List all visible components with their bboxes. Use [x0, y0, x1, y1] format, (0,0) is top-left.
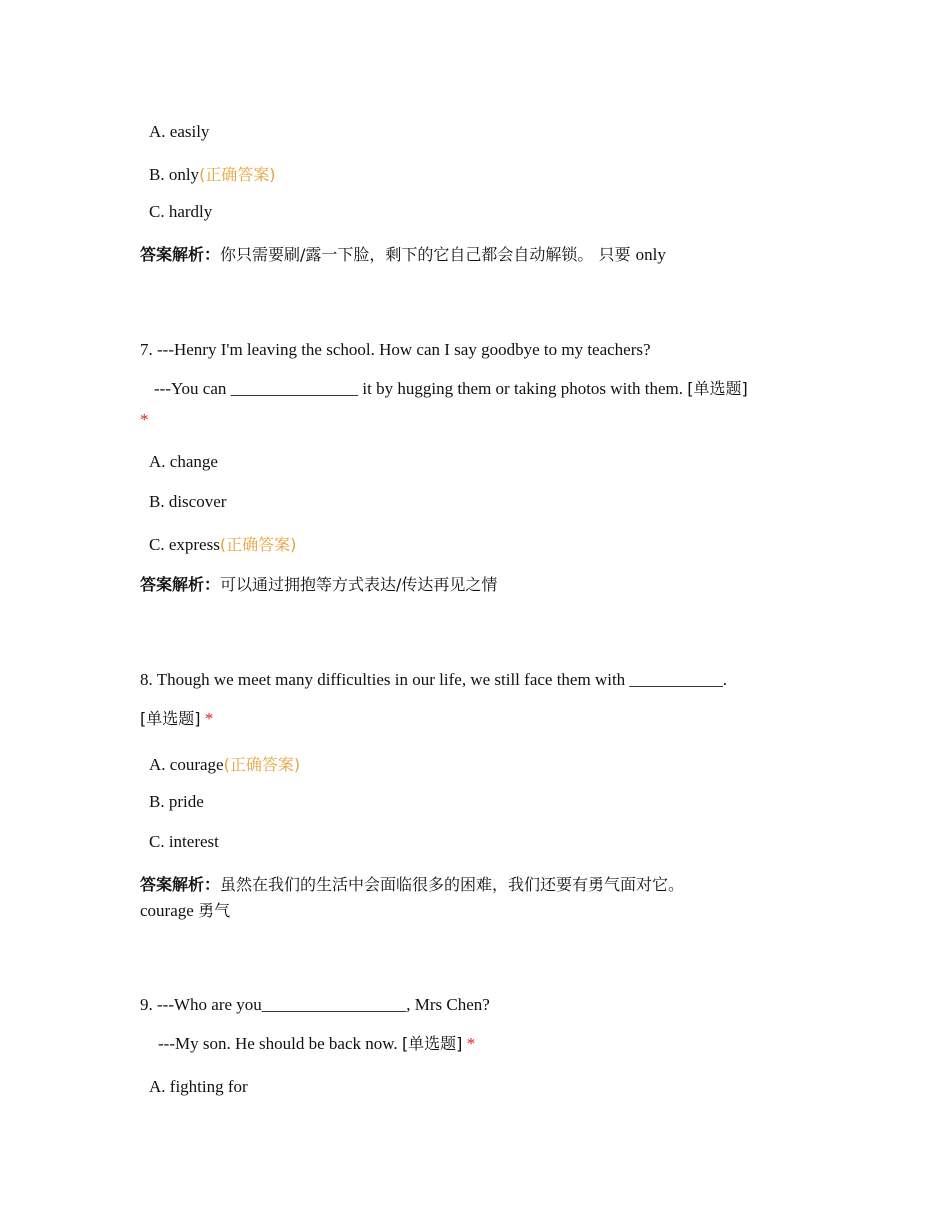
q8-question-line1: 8. Though we meet many difficulties in our life, we still face them with ___________. — [140, 670, 728, 689]
q8-option-c[interactable] — [149, 832, 219, 852]
correct-answer-mark: (正确答案) — [223, 755, 301, 774]
q9-option-a[interactable] — [149, 1077, 248, 1097]
analysis-text: 虽然在我们的生活中会面临很多的困难，我们还要有勇气面对它。 — [220, 875, 685, 894]
option-text: A. courage — [149, 755, 224, 774]
q8-option-b[interactable] — [149, 792, 204, 812]
option-text: A. easily — [149, 122, 210, 141]
q8-analysis-line2 — [140, 898, 230, 921]
analysis-text-en: courage — [140, 901, 199, 920]
required-star: * — [466, 1034, 476, 1053]
option-text: A. fighting for — [149, 1077, 248, 1096]
q9-question-line2 — [158, 1031, 475, 1054]
required-star: * — [140, 410, 149, 429]
q7-option-b[interactable] — [149, 492, 226, 512]
option-text: B. discover — [149, 492, 227, 511]
analysis-text: 可以通过拥抱等方式表达/传达再见之情 — [220, 575, 498, 594]
q6-option-c[interactable] — [149, 202, 212, 222]
q8-question-line2 — [140, 706, 213, 729]
required-star: * — [204, 709, 214, 728]
q6-analysis — [140, 242, 666, 265]
analysis-text-en: only — [635, 245, 666, 264]
q8-analysis — [140, 872, 684, 895]
q6-option-a[interactable] — [149, 122, 209, 142]
option-text: C. hardly — [149, 202, 213, 221]
q6-option-b[interactable] — [149, 162, 276, 185]
analysis-label: 答案解析： — [140, 875, 221, 894]
question-text: ---You can _______________ it by hugging them or taking photos with them. — [154, 379, 688, 398]
question-type: [单选题] — [140, 709, 201, 728]
q7-option-a[interactable] — [149, 452, 218, 472]
analysis-text-cn: 勇气 — [198, 901, 231, 920]
question-type: [单选题] — [401, 1034, 463, 1053]
analysis-label: 答案解析： — [140, 245, 221, 264]
correct-answer-mark: (正确答案) — [219, 535, 297, 554]
q7-analysis — [140, 572, 497, 595]
question-text: ---My son. He should be back now. — [158, 1034, 402, 1053]
option-text: A. change — [149, 452, 218, 471]
q7-question-line2 — [154, 376, 748, 399]
correct-answer-mark: (正确答案) — [199, 165, 276, 184]
option-text: B. only — [149, 165, 200, 184]
option-text: C. express — [149, 535, 220, 554]
question-type: [单选题] — [687, 379, 748, 398]
q7-option-c[interactable] — [149, 532, 296, 555]
option-text: C. interest — [149, 832, 219, 851]
q7-question-line1: 7. ---Henry I'm leaving the school. How can I say goodbye to my teachers? — [140, 340, 651, 359]
q8-option-a[interactable] — [149, 752, 300, 775]
option-text: B. pride — [149, 792, 204, 811]
q9-question-line1: 9. ---Who are you_________________, Mrs Chen? — [140, 995, 490, 1014]
analysis-label: 答案解析： — [140, 575, 221, 594]
analysis-text: 你只需要刷/露一下脸，剩下的它自己都会自动解锁。 只要 — [220, 245, 636, 264]
